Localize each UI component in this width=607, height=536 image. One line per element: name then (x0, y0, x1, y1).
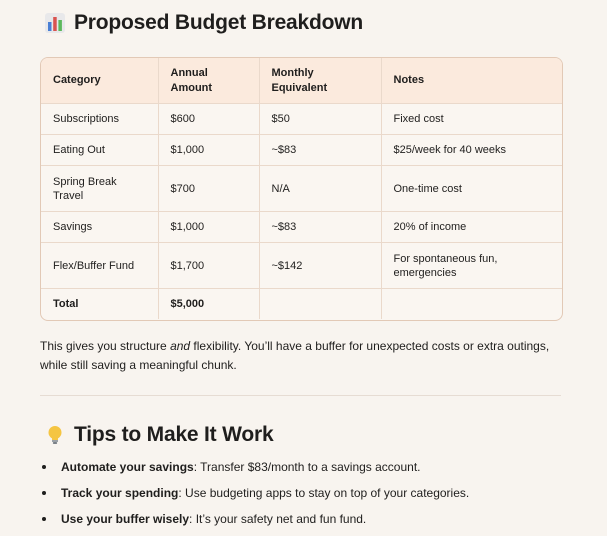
column-header-notes: Notes (381, 58, 562, 104)
cell-annual: $1,700 (158, 243, 259, 289)
cell-monthly (259, 289, 381, 320)
cell-monthly: ~$142 (259, 243, 381, 289)
cell-notes: $25/week for 40 weeks (381, 135, 562, 166)
summary-paragraph (40, 337, 565, 375)
tip-bold: Use your buffer wisely (61, 512, 190, 526)
bar-chart-icon (44, 12, 66, 34)
tip-text: : Transfer $83/month to a savings account. (193, 460, 421, 474)
cell-notes: One-time cost (381, 166, 562, 212)
table-row (41, 104, 562, 135)
cell-category: Flex/Buffer Fund (41, 243, 158, 289)
list-item (40, 509, 570, 535)
cell-category: Savings (41, 212, 158, 243)
column-header-category: Category (41, 58, 158, 104)
column-header-annual (158, 58, 259, 104)
cell-annual: $1,000 (158, 135, 259, 166)
para-text: This gives you structure (40, 339, 171, 353)
tip-bold: Track your spending (61, 486, 179, 500)
table-row (41, 135, 562, 166)
budget-heading (44, 11, 363, 35)
header-text: Annual Amount (170, 66, 213, 94)
cell-category: Eating Out (41, 135, 158, 166)
cell-notes: 20% of income (381, 212, 562, 243)
table-row (41, 243, 562, 289)
cell-text: Spring Break Travel (53, 175, 117, 202)
tips-title: Tips to Make It Work (74, 423, 274, 446)
tips-heading (44, 423, 273, 447)
column-header-monthly (259, 58, 381, 104)
table-row-total (41, 289, 562, 320)
tip-bold: Automate your savings (61, 460, 194, 474)
header-text: Monthly Equivalent (271, 66, 328, 94)
cell-category: Total (41, 289, 158, 320)
table-header-row (41, 58, 562, 104)
cell-monthly: ~$83 (259, 212, 381, 243)
cell-notes (381, 243, 562, 289)
budget-title: Proposed Budget Breakdown (74, 11, 364, 34)
para-text: flexibility. You’ll have a buffer for unexpected costs or extra outings, while still saving a meaningful chunk. (40, 339, 550, 372)
budget-table (40, 57, 563, 321)
cell-category: Subscriptions (41, 104, 158, 135)
divider (40, 395, 561, 396)
cell-annual: $600 (158, 104, 259, 135)
para-emphasis: and (170, 339, 191, 353)
list-item (40, 457, 570, 483)
cell-annual: $1,000 (158, 212, 259, 243)
cell-monthly: $50 (259, 104, 381, 135)
table-row (41, 212, 562, 243)
cell-notes: Fixed cost (381, 104, 562, 135)
cell-annual: $5,000 (158, 289, 259, 320)
cell-text: For spontaneous fun, emergencies (393, 252, 498, 279)
cell-monthly: ~$83 (259, 135, 381, 166)
cell-annual: $700 (158, 166, 259, 212)
cell-monthly: N/A (259, 166, 381, 212)
lightbulb-icon (44, 424, 66, 446)
tips-list (40, 457, 570, 535)
cell-notes (381, 289, 562, 320)
list-item (40, 483, 570, 509)
tip-text: : It’s your safety net and fun fund. (189, 512, 367, 526)
table-row (41, 166, 562, 212)
tip-text: : Use budgeting apps to stay on top of your categories. (178, 486, 470, 500)
cell-category (41, 166, 158, 212)
